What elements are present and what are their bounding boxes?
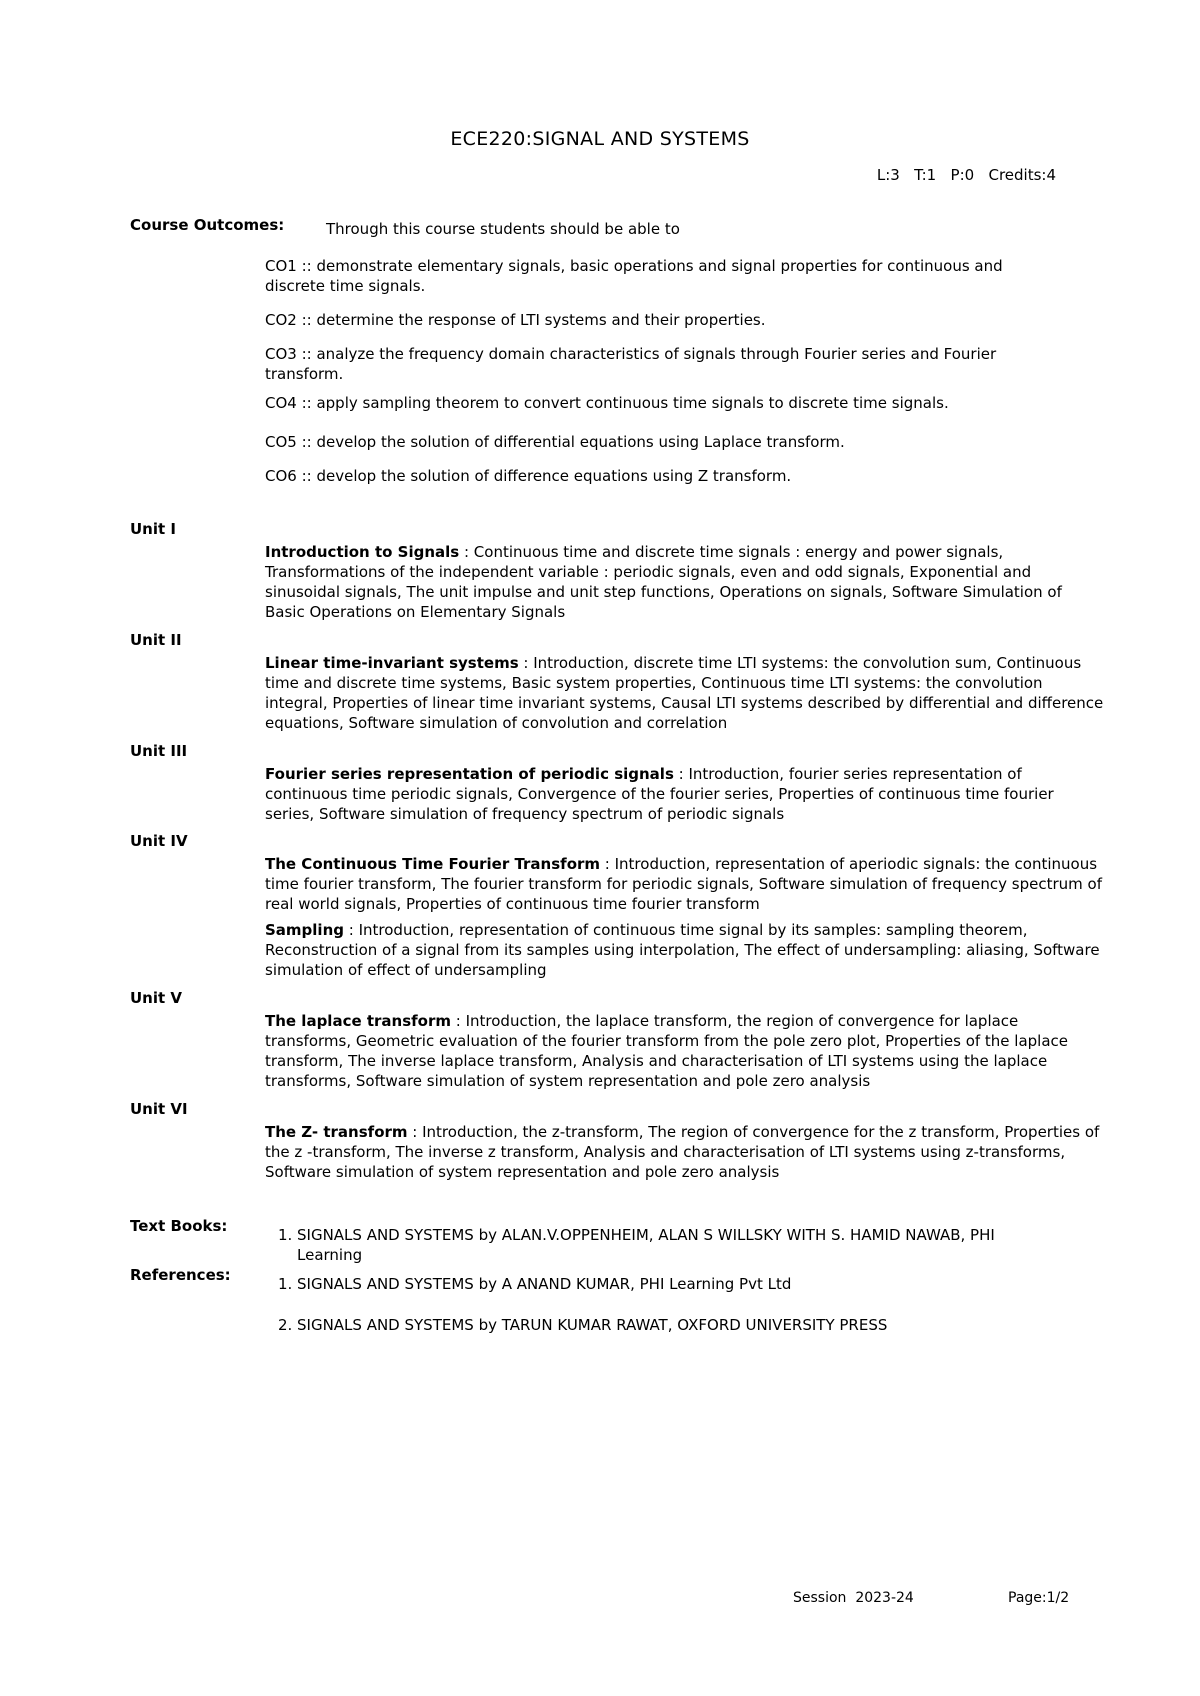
topic-text: : Introduction, the laplace transform, the region of convergence for laplace transforms, Geometric evaluation of the fourier transform from the pole zero plot, Properties of the laplace transform, The inverse laplace transform, Analysis and characterisation of LTI systems using the laplace transforms, Software simulation of system representation and pole zero analysis [265, 1012, 1069, 1090]
course-outcome-5: CO5 :: develop the solution of differential equations using Laplace transform. [265, 433, 845, 451]
course-outcome-1: CO1 :: demonstrate elementary signals, basic operations and signal properties for continuous and discrete time signals. [265, 257, 1003, 295]
unit-topic [265, 1011, 1105, 1091]
topic-heading: The laplace transform [265, 1012, 452, 1030]
text-book-item [278, 1225, 1057, 1265]
references-label: References: [130, 1266, 231, 1284]
item-text: SIGNALS AND SYSTEMS by ALAN.V.OPPENHEIM, ALAN S WILLSKY WITH S. HAMID NAWAB, PHI Learning [297, 1226, 995, 1264]
unit-label: Unit V [130, 989, 183, 1007]
unit-label: Unit II [130, 631, 182, 649]
unit-topic [265, 542, 1105, 622]
page-title: ECE220:SIGNAL AND SYSTEMS [450, 128, 750, 150]
item-number: 1. [278, 1275, 293, 1293]
item-number: 1. [278, 1226, 293, 1244]
unit-topic [265, 1122, 1105, 1182]
page-number: Page:1/2 [1008, 1590, 1070, 1606]
topic-heading: Linear time-invariant systems [265, 654, 519, 672]
item-number: 2. [278, 1316, 293, 1334]
item-text: SIGNALS AND SYSTEMS by A ANAND KUMAR, PHI Learning Pvt Ltd [297, 1275, 792, 1293]
unit-label: Unit I [130, 520, 176, 538]
unit-topic [265, 764, 1105, 824]
topic-heading: Introduction to Signals [265, 543, 460, 561]
topic-text: : Introduction, discrete time LTI systems: the convolution sum, Continuous time and discrete time systems, Basic system properties, Continuous time LTI systems: the convolution integral, Properties of linear time invariant systems, Causal LTI systems described by differential and difference equations, Software simulation of convolution and correlation [265, 654, 1104, 732]
topic-heading: The Z- transform [265, 1123, 408, 1141]
reference-item [278, 1274, 1057, 1294]
course-outcomes-intro: Through this course students should be able to [326, 220, 680, 238]
course-outcomes-label: Course Outcomes: [130, 216, 285, 234]
topic-text: : Introduction, representation of continuous time signal by its samples: sampling theorem, Reconstruction of a signal from its samples using interpolation, The effect of undersampling: aliasing, Software simulation of effect of undersampling [265, 921, 1100, 979]
course-outcome-2: CO2 :: determine the response of LTI systems and their properties. [265, 311, 766, 329]
topic-heading: Fourier series representation of periodic signals [265, 765, 674, 783]
ltp-credits: L:3 T:1 P:0 Credits:4 [876, 166, 1056, 184]
unit-topic [265, 920, 1105, 980]
unit-label: Unit III [130, 742, 188, 760]
reference-item [278, 1315, 1057, 1335]
unit-label: Unit VI [130, 1100, 188, 1118]
topic-text: : Introduction, representation of aperiodic signals: the continuous time fourier transform, The fourier transform for periodic signals, Software simulation of frequency spectrum of real world signals, Properties of continuous time fourier transform [265, 855, 1102, 913]
topic-heading: Sampling [265, 921, 344, 939]
course-outcome-4: CO4 :: apply sampling theorem to convert continuous time signals to discrete time signals. [265, 394, 949, 412]
course-outcome-6: CO6 :: develop the solution of difference equations using Z transform. [265, 467, 792, 485]
topic-text: : Introduction, the z-transform, The region of convergence for the z transform, Properties of the z -transform, The inverse z transform, Analysis and characterisation of LTI systems using z-transforms, Software simulation of system representation and pole zero analysis [265, 1123, 1100, 1181]
unit-label: Unit IV [130, 832, 188, 850]
topic-text: : Introduction, fourier series representation of continuous time periodic signals, Convergence of the fourier series, Properties of continuous time fourier series, Software simulation of frequency spectrum of periodic signals [265, 765, 1054, 823]
session-label: Session 2023-24 [793, 1590, 914, 1606]
item-text: SIGNALS AND SYSTEMS by TARUN KUMAR RAWAT, OXFORD UNIVERSITY PRESS [297, 1316, 888, 1334]
course-outcome-3: CO3 :: analyze the frequency domain characteristics of signals through Fourier series and Fourier transform. [265, 345, 997, 383]
unit-topic [265, 854, 1105, 914]
topic-heading: The Continuous Time Fourier Transform [265, 855, 601, 873]
unit-topic [265, 653, 1105, 733]
text-books-label: Text Books: [130, 1217, 228, 1235]
topic-text: : Continuous time and discrete time signals : energy and power signals, Transformations of the independent variable : periodic signals, even and odd signals, Exponential and sinusoidal signals, The unit impulse and unit step functions, Operations on signals, Software Simulation of Basic Operations on Elementary Signals [265, 543, 1062, 621]
